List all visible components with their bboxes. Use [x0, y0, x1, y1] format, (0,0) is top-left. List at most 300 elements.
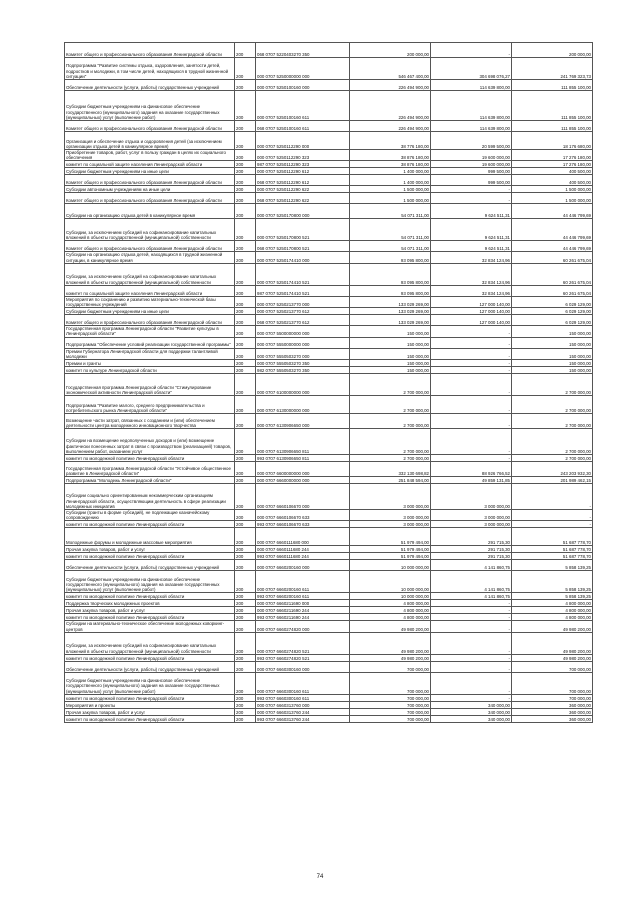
row-name-cell: Подпрограмма "Обеспечение условий реализации государственной программы" — [65, 337, 235, 348]
row-name-cell: Комитет общего и профессионального образования Ленинградской области — [65, 43, 235, 58]
executed-cell: 32 834 124,96 — [431, 285, 512, 296]
executed-cell: 340 000,00 — [431, 708, 512, 715]
approved-cell: 93 095 800,00 — [350, 252, 431, 263]
row-code-cell: 200 — [235, 560, 256, 571]
budget-code-cell: 000 0707 5250100160 000 — [256, 80, 350, 91]
budget-code-cell: 000 0707 5250112290 000 — [256, 132, 350, 150]
row-code-cell: 200 — [235, 348, 256, 359]
remaining-cell: 44 446 799,69 — [512, 219, 593, 241]
budget-code-cell: 993 0707 6660111680 244 — [256, 553, 350, 560]
executed-cell: - — [431, 672, 512, 694]
remaining-cell: 17 276 180,00 — [512, 161, 593, 168]
row-code-cell: 200 — [235, 661, 256, 672]
budget-code-cell: 000 0707 6660313760 244 — [256, 708, 350, 715]
table-row — [65, 614, 593, 621]
remaining-cell: 49 980 200,00 — [512, 654, 593, 661]
executed-cell: - — [431, 632, 512, 654]
approved-cell: 133 029 269,00 — [350, 308, 431, 315]
row-name-cell: Субсидии, за исключением субсидий на софинансирование капитальных вложений в объекты государственной (муниципальной) собственности — [65, 219, 235, 241]
table-row — [65, 396, 593, 414]
row-code-cell: 200 — [235, 654, 256, 661]
budget-code-cell: 000 0707 5250112290 622 — [256, 186, 350, 193]
budget-code-cell: 068 0707 5250213770 612 — [256, 315, 350, 326]
remaining-cell: 111 855 100,00 — [512, 121, 593, 132]
remaining-cell: - — [512, 484, 593, 510]
executed-cell: - — [431, 193, 512, 204]
row-name-cell: Обеспечение деятельности (услуги, работы) государственных учреждений — [65, 560, 235, 571]
row-code-cell: 200 — [235, 553, 256, 560]
row-code-cell: 200 — [235, 708, 256, 715]
executed-cell: - — [431, 621, 512, 632]
row-code-cell: 200 — [235, 296, 256, 307]
remaining-cell: 49 980 200,00 — [512, 621, 593, 632]
remaining-cell: 60 261 675,04 — [512, 263, 593, 285]
row-name-cell: Комитет общего и профессионального образования Ленинградской области — [65, 121, 235, 132]
approved-cell: 150 000,00 — [350, 367, 431, 374]
executed-cell: 49 859 131,85 — [431, 477, 512, 484]
table-row — [65, 58, 593, 80]
table-row — [65, 661, 593, 672]
row-code-cell: 200 — [235, 285, 256, 296]
budget-code-cell: 000 0707 6660313760 000 — [256, 701, 350, 708]
table-row — [65, 326, 593, 337]
table-row — [65, 510, 593, 521]
executed-cell: 20 599 500,00 — [431, 132, 512, 150]
table-row — [65, 462, 593, 477]
approved-cell: 4 800 000,00 — [350, 614, 431, 621]
remaining-cell: 6 029 129,00 — [512, 296, 593, 307]
table-row — [65, 43, 593, 58]
row-code-cell: 200 — [235, 694, 256, 701]
row-code-cell: 200 — [235, 80, 256, 91]
table-row — [65, 204, 593, 219]
table-row — [65, 654, 593, 661]
remaining-cell: 111 855 100,00 — [512, 80, 593, 91]
table-row — [65, 414, 593, 429]
table-row — [65, 708, 593, 715]
row-code-cell: 200 — [235, 715, 256, 722]
table-row — [65, 241, 593, 252]
row-code-cell: 200 — [235, 571, 256, 593]
remaining-cell: 5 858 139,25 — [512, 571, 593, 593]
table-row — [65, 632, 593, 654]
budget-code-cell: 000 0707 5550000000 000 — [256, 337, 350, 348]
budget-code-cell: 993 0707 6660313760 244 — [256, 715, 350, 722]
table-row — [65, 348, 593, 359]
row-name-cell: Субсидии на возмещение недополученных доходов и (или) возмещение фактически понесенных затрат в связи с производством (реализацией) товаров, выполнением работ, оказанием услуг — [65, 429, 235, 455]
budget-code-cell: 068 0707 5220403270 350 — [256, 43, 350, 58]
table-row — [65, 607, 593, 614]
budget-code-cell: 982 0707 5550503270 350 — [256, 367, 350, 374]
row-name-cell: Субсидии (гранты в форме субсидий), не подлежащие казначейскому сопровождению — [65, 510, 235, 521]
approved-cell: 251 848 594,00 — [350, 477, 431, 484]
table-row — [65, 168, 593, 175]
executed-cell: 88 926 766,52 — [431, 462, 512, 477]
row-name-cell: Обеспечение деятельности (услуги, работы) государственных учреждений — [65, 661, 235, 672]
approved-cell: 51 979 494,00 — [350, 528, 431, 546]
remaining-cell: 2 700 000,00 — [512, 455, 593, 462]
row-code-cell: 200 — [235, 150, 256, 161]
budget-code-cell: 987 0707 5250174410 521 — [256, 285, 350, 296]
table-row — [65, 263, 593, 285]
row-name-cell: Субсидии, за исключением субсидий на софинансирование капитальных вложений в объекты государственной (муниципальной) собственности — [65, 632, 235, 654]
remaining-cell: 2 700 000,00 — [512, 429, 593, 455]
remaining-cell: 2 700 000,00 — [512, 396, 593, 414]
remaining-cell: 700 000,00 — [512, 694, 593, 701]
row-code-cell: 200 — [235, 252, 256, 263]
budget-code-cell: 000 0707 5250000000 000 — [256, 58, 350, 80]
approved-cell: 226 494 900,00 — [350, 91, 431, 121]
remaining-cell: 6 029 129,00 — [512, 308, 593, 315]
row-name-cell: Государственная программа Ленинградской области "Развитие культуры в Ленинградской области" — [65, 326, 235, 337]
budget-code-cell: 000 0707 5250170800 000 — [256, 204, 350, 219]
row-name-cell: Субсидии социально ориентированным некоммерческим организациям Ленинградской области, осуществляющим деятельность в сфере реализации молодежных инициатив — [65, 484, 235, 510]
table-row — [65, 175, 593, 186]
table-row — [65, 694, 593, 701]
approved-cell: 546 467 400,00 — [350, 58, 431, 80]
budget-code-cell: 993 0707 6660200160 611 — [256, 593, 350, 600]
approved-cell: 4 800 000,00 — [350, 600, 431, 607]
approved-cell: 700 000,00 — [350, 715, 431, 722]
page-number: 74 — [316, 874, 324, 880]
table-row — [65, 560, 593, 571]
approved-cell: 3 000 000,00 — [350, 510, 431, 521]
row-code-cell: 200 — [235, 614, 256, 621]
approved-cell: 93 095 800,00 — [350, 285, 431, 296]
approved-cell: 700 000,00 — [350, 672, 431, 694]
table-row — [65, 308, 593, 315]
row-name-cell: комитет по молодежной политике Ленинградской области — [65, 455, 235, 462]
approved-cell: 49 980 200,00 — [350, 632, 431, 654]
budget-code-cell: 000 0707 5250112290 612 — [256, 168, 350, 175]
table-row — [65, 455, 593, 462]
row-code-cell: 200 — [235, 528, 256, 546]
table-row — [65, 621, 593, 632]
approved-cell: 2 700 000,00 — [350, 414, 431, 429]
row-name-cell: Субсидии бюджетным учреждениям на финансовое обеспечение государственного (муниципального) задания на оказание государственных (муниципальных) услуг (выполнение работ) — [65, 672, 235, 694]
executed-cell: 127 000 140,00 — [431, 308, 512, 315]
row-code-cell: 200 — [235, 414, 256, 429]
remaining-cell: 49 980 200,00 — [512, 632, 593, 654]
executed-cell: 4 141 860,75 — [431, 560, 512, 571]
remaining-cell: 111 855 100,00 — [512, 91, 593, 121]
row-code-cell: 200 — [235, 701, 256, 708]
row-name-cell: Прочая закупка товаров, работ и услуг — [65, 546, 235, 553]
row-code-cell: 200 — [235, 521, 256, 528]
executed-cell: - — [431, 348, 512, 359]
row-name-cell: Премии и гранты — [65, 360, 235, 367]
row-name-cell: Приобретение товаров, работ, услуг в пользу граждан в целях их социального обеспечения — [65, 150, 235, 161]
row-name-cell: Субсидии на материально-техническое обеспечение молодежных коворкинг-центров — [65, 621, 235, 632]
row-name-cell: Субсидии, за исключением субсидий на софинансирование капитальных вложений в объекты государственной (муниципальной) собственности — [65, 263, 235, 285]
budget-code-cell: 000 0707 6130000000 000 — [256, 396, 350, 414]
row-code-cell: 200 — [235, 593, 256, 600]
approved-cell: 700 000,00 — [350, 661, 431, 672]
executed-cell: 291 715,30 — [431, 546, 512, 553]
remaining-cell: 1 500 000,00 — [512, 186, 593, 193]
row-code-cell: 200 — [235, 429, 256, 455]
table-row — [65, 672, 593, 694]
row-name-cell: Субсидии бюджетным учреждениям на иные цели — [65, 308, 235, 315]
row-name-cell: комитет по молодежной политике Ленинградской области — [65, 553, 235, 560]
row-code-cell: 200 — [235, 455, 256, 462]
budget-code-cell: 000 0707 6660111680 000 — [256, 528, 350, 546]
row-code-cell: 200 — [235, 132, 256, 150]
row-name-cell: Возмещение части затрат, связанных с созданием и (или) обеспечением деятельности центра молодежного инновационного творчества — [65, 414, 235, 429]
row-code-cell: 200 — [235, 58, 256, 80]
budget-code-cell: 993 0707 6130906650 811 — [256, 455, 350, 462]
remaining-cell: 51 687 778,70 — [512, 546, 593, 553]
table-row — [65, 528, 593, 546]
row-name-cell: Комитет общего и профессионального образования Ленинградской области — [65, 175, 235, 186]
remaining-cell: 44 446 799,69 — [512, 241, 593, 252]
budget-code-cell: 000 0707 5550503270 000 — [256, 348, 350, 359]
row-code-cell: 200 — [235, 632, 256, 654]
approved-cell: 54 071 311,00 — [350, 241, 431, 252]
budget-code-cell: 993 0707 6660300160 611 — [256, 694, 350, 701]
table-row — [65, 521, 593, 528]
approved-cell: 54 071 311,00 — [350, 204, 431, 219]
row-code-cell: 200 — [235, 186, 256, 193]
approved-cell: 51 979 494,00 — [350, 553, 431, 560]
approved-cell: 700 000,00 — [350, 701, 431, 708]
budget-code-cell: 000 0707 5250100160 611 — [256, 91, 350, 121]
row-code-cell: 200 — [235, 484, 256, 510]
table-row — [65, 701, 593, 708]
table-row — [65, 367, 593, 374]
row-name-cell: комитет по молодежной политике Ленинградской области — [65, 593, 235, 600]
row-name-cell: Субсидии бюджетным учреждениям на финансовое обеспечение государственного (муниципального) задания на оказание государственных (муниципальных) услуг (выполнение работ) — [65, 91, 235, 121]
remaining-cell: 400 500,00 — [512, 175, 593, 186]
executed-cell: - — [431, 360, 512, 367]
approved-cell: 226 494 900,00 — [350, 80, 431, 91]
row-name-cell: комитет по молодежной политике Ленинградской области — [65, 521, 235, 528]
remaining-cell: 150 000,00 — [512, 367, 593, 374]
row-code-cell: 200 — [235, 263, 256, 285]
remaining-cell: 360 000,00 — [512, 715, 593, 722]
row-code-cell: 200 — [235, 607, 256, 614]
approved-cell: 3 000 000,00 — [350, 521, 431, 528]
executed-cell: - — [431, 326, 512, 337]
table-row — [65, 296, 593, 307]
row-name-cell: Комитет общего и профессионального образования Ленинградской области — [65, 193, 235, 204]
table-row — [65, 546, 593, 553]
row-name-cell: комитет по молодежной политике Ленинградской области — [65, 614, 235, 621]
table-row — [65, 252, 593, 263]
approved-cell: 1 500 000,00 — [350, 193, 431, 204]
approved-cell: 2 700 000,00 — [350, 374, 431, 396]
executed-cell: 4 141 860,75 — [431, 571, 512, 593]
executed-cell: - — [431, 654, 512, 661]
row-code-cell: 200 — [235, 308, 256, 315]
approved-cell: 10 000 000,00 — [350, 560, 431, 571]
row-name-cell: Комитет общего и профессионального образования Ленинградской области — [65, 315, 235, 326]
remaining-cell: 243 203 932,30 — [512, 462, 593, 477]
executed-cell: 304 698 076,27 — [431, 58, 512, 80]
row-code-cell: 200 — [235, 175, 256, 186]
executed-cell: 32 834 124,96 — [431, 252, 512, 263]
approved-cell: 150 000,00 — [350, 360, 431, 367]
remaining-cell: 51 687 778,70 — [512, 528, 593, 546]
executed-cell: - — [431, 186, 512, 193]
table-row — [65, 360, 593, 367]
remaining-cell: 150 000,00 — [512, 326, 593, 337]
approved-cell: 49 980 200,00 — [350, 621, 431, 632]
remaining-cell: 51 687 778,70 — [512, 553, 593, 560]
row-name-cell: Субсидии на организацию отдыха детей, находящихся в трудной жизненной ситуации, в каникулярное время — [65, 252, 235, 263]
remaining-cell: 700 000,00 — [512, 672, 593, 694]
approved-cell: 1 400 000,00 — [350, 168, 431, 175]
executed-cell: 3 000 000,00 — [431, 510, 512, 521]
row-code-cell: 200 — [235, 193, 256, 204]
executed-cell: 114 639 800,00 — [431, 121, 512, 132]
remaining-cell: 201 989 462,15 — [512, 477, 593, 484]
approved-cell: 2 700 000,00 — [350, 455, 431, 462]
budget-code-cell: 000 0707 6660106670 000 — [256, 484, 350, 510]
budget-code-cell: 000 0707 5250213770 612 — [256, 308, 350, 315]
executed-cell: - — [431, 396, 512, 414]
remaining-cell: 360 000,00 — [512, 708, 593, 715]
budget-code-cell: 000 0707 5250112290 323 — [256, 150, 350, 161]
budget-code-cell: 068 0707 5250100160 611 — [256, 121, 350, 132]
executed-cell: - — [431, 429, 512, 455]
approved-cell: 54 071 311,00 — [350, 219, 431, 241]
table-row — [65, 715, 593, 722]
remaining-cell: - — [512, 521, 593, 528]
executed-cell: - — [431, 694, 512, 701]
row-code-cell: 200 — [235, 326, 256, 337]
approved-cell: 38 776 180,00 — [350, 132, 431, 150]
budget-code-cell: 993 0707 6660106670 633 — [256, 521, 350, 528]
row-name-cell: комитет по социальной защите населения Ленинградской области — [65, 161, 235, 168]
remaining-cell: 44 446 799,69 — [512, 204, 593, 219]
row-name-cell: Субсидии на организацию отдыха детей в каникулярное время — [65, 204, 235, 219]
row-code-cell: 200 — [235, 241, 256, 252]
row-code-cell: 200 — [235, 374, 256, 396]
remaining-cell: 360 000,00 — [512, 701, 593, 708]
remaining-cell: 1 500 000,00 — [512, 193, 593, 204]
row-name-cell: Комитет общего и профессионального образования Ленинградской области — [65, 241, 235, 252]
remaining-cell: 17 276 180,00 — [512, 150, 593, 161]
executed-cell: 9 624 511,31 — [431, 219, 512, 241]
budget-code-cell: 993 0707 6660211690 244 — [256, 614, 350, 621]
budget-code-cell: 068 0707 5250112290 612 — [256, 175, 350, 186]
row-code-cell: 200 — [235, 367, 256, 374]
approved-cell: 700 000,00 — [350, 708, 431, 715]
remaining-cell: 4 800 000,00 — [512, 607, 593, 614]
executed-cell: - — [431, 367, 512, 374]
row-name-cell: Государственная программа Ленинградской области "Стимулирование экономической активности Ленинградской области" — [65, 374, 235, 396]
executed-cell: - — [431, 607, 512, 614]
row-code-cell: 200 — [235, 337, 256, 348]
remaining-cell: 150 000,00 — [512, 348, 593, 359]
executed-cell: - — [431, 337, 512, 348]
executed-cell: 32 834 124,96 — [431, 263, 512, 285]
table-row — [65, 477, 593, 484]
remaining-cell: 241 769 323,73 — [512, 58, 593, 80]
row-code-cell: 200 — [235, 600, 256, 607]
row-code-cell: 200 — [235, 672, 256, 694]
row-name-cell: Поддержка творческих молодежных проектов — [65, 600, 235, 607]
row-name-cell: комитет по культуре Ленинградской области — [65, 367, 235, 374]
row-code-cell: 200 — [235, 477, 256, 484]
approved-cell: 38 876 180,00 — [350, 161, 431, 168]
remaining-cell: 2 700 000,00 — [512, 414, 593, 429]
remaining-cell: 150 000,00 — [512, 337, 593, 348]
row-name-cell: Государственная программа Ленинградской области "Устойчивое общественное развитие в Ленинградской области" — [65, 462, 235, 477]
row-name-cell: Организация и обеспечение отдыха и оздоровления детей (за исключением организации отдыха детей в каникулярное время) — [65, 132, 235, 150]
table-row — [65, 91, 593, 121]
row-name-cell: Субсидии бюджетным учреждениям на финансовое обеспечение государственного (муниципального) задания на оказание государственных (муниципальных) услуг (выполнение работ) — [65, 571, 235, 593]
row-name-cell: Подпрограмма "Развитие системы отдыха, оздоровления, занятости детей, подростков и молодежи, в том числе детей, находящихся в трудной жизненной ситуации" — [65, 58, 235, 80]
row-name-cell: комитет по социальной защите населения Ленинградской области — [65, 285, 235, 296]
row-name-cell: Субсидии бюджетным учреждениям на иные цели — [65, 168, 235, 175]
executed-cell: 999 500,00 — [431, 168, 512, 175]
row-code-cell: 200 — [235, 91, 256, 121]
executed-cell: 3 000 000,00 — [431, 521, 512, 528]
table-row — [65, 150, 593, 161]
executed-cell: 114 639 800,00 — [431, 80, 512, 91]
budget-code-cell: 000 0707 6100000000 000 — [256, 374, 350, 396]
budget-code-cell: 000 0707 6660211690 000 — [256, 600, 350, 607]
approved-cell: 1 500 000,00 — [350, 186, 431, 193]
row-code-cell: 200 — [235, 219, 256, 241]
remaining-cell: 5 858 139,25 — [512, 593, 593, 600]
remaining-cell: 18 176 680,00 — [512, 132, 593, 150]
table-row — [65, 429, 593, 455]
approved-cell: 332 130 698,82 — [350, 462, 431, 477]
remaining-cell: 2 700 000,00 — [512, 374, 593, 396]
budget-code-cell: 000 0707 5250213770 000 — [256, 296, 350, 307]
table-row — [65, 193, 593, 204]
remaining-cell: 150 000,00 — [512, 360, 593, 367]
budget-code-cell: 000 0707 6660300160 000 — [256, 661, 350, 672]
table-row — [65, 219, 593, 241]
approved-cell: 133 029 269,00 — [350, 296, 431, 307]
row-code-cell: 200 — [235, 121, 256, 132]
executed-cell: 291 715,30 — [431, 528, 512, 546]
approved-cell: 1 400 000,00 — [350, 175, 431, 186]
row-code-cell: 200 — [235, 43, 256, 58]
approved-cell: 4 800 000,00 — [350, 607, 431, 614]
row-code-cell: 200 — [235, 510, 256, 521]
table-row — [65, 161, 593, 168]
executed-cell: 9 624 511,31 — [431, 204, 512, 219]
approved-cell: 2 700 000,00 — [350, 429, 431, 455]
row-code-cell: 200 — [235, 204, 256, 219]
executed-cell: - — [431, 374, 512, 396]
remaining-cell: 200 000,00 — [512, 43, 593, 58]
row-name-cell: Мероприятия и проекты — [65, 701, 235, 708]
remaining-cell: 4 800 000,00 — [512, 614, 593, 621]
remaining-cell: 6 029 129,00 — [512, 315, 593, 326]
table-row — [65, 337, 593, 348]
approved-cell: 38 876 180,00 — [350, 150, 431, 161]
executed-cell: 340 000,00 — [431, 715, 512, 722]
budget-code-cell: 000 0707 5250174410 521 — [256, 263, 350, 285]
budget-code-cell: 993 0707 6660274820 521 — [256, 654, 350, 661]
approved-cell: 10 000 000,00 — [350, 593, 431, 600]
budget-code-cell: 000 0707 5250174410 000 — [256, 252, 350, 263]
row-name-cell: комитет по молодежной политике Ленинградской области — [65, 715, 235, 722]
budget-code-cell: 000 0707 5550503270 350 — [256, 360, 350, 367]
executed-cell: 19 600 000,00 — [431, 161, 512, 168]
row-name-cell: комитет по молодежной политике Ленинградской области — [65, 694, 235, 701]
remaining-cell: 60 261 675,04 — [512, 252, 593, 263]
budget-code-cell: 000 0707 6660000000 000 — [256, 477, 350, 484]
row-name-cell: Подпрограмма "Молодежь Ленинградской области" — [65, 477, 235, 484]
budget-code-cell: 068 0707 5250170800 521 — [256, 241, 350, 252]
